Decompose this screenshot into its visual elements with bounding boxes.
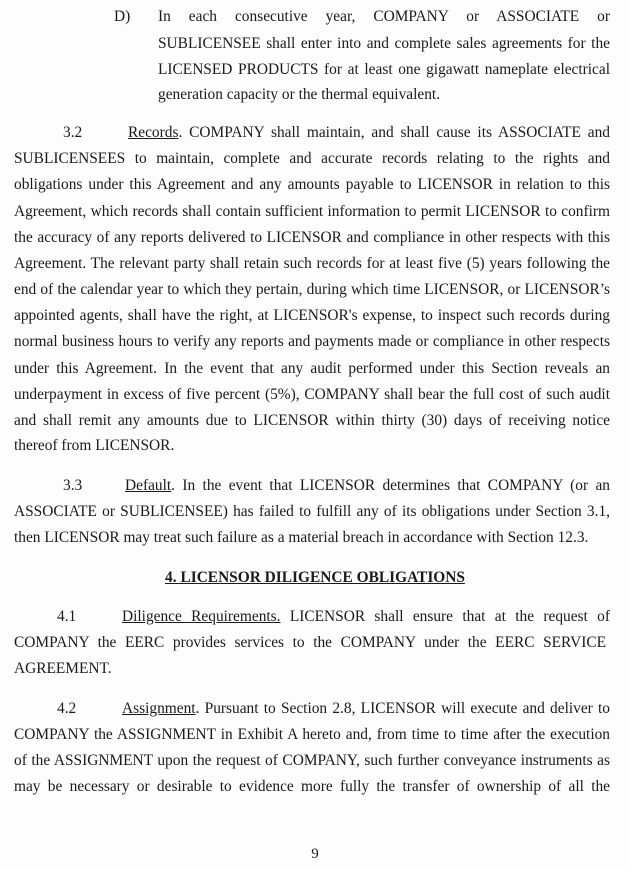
page-number: 9 xyxy=(311,846,319,862)
section-first-line xyxy=(125,477,610,495)
text-span: LICENSOR shall ensure that at the request of xyxy=(280,608,610,625)
text-line: then LICENSOR may treat such failure as a material breach in accordance with Section 12.3. xyxy=(14,529,589,546)
text-line: COMPANY the EERC provides services to the COMPANY under the EERC SERVICE xyxy=(14,634,606,651)
text-line: of the ASSIGNMENT upon the request of COMPANY, such further conveyance instruments as xyxy=(14,752,610,769)
text-span: . Pursuant to Section 2.8, LICENSOR will execute and deliver to xyxy=(195,700,610,717)
text-line: ASSOCIATE or SUBLICENSEE) has failed to fulfill any of its obligations under Section 3.1, xyxy=(14,503,610,520)
section-number: 3.3 xyxy=(63,477,83,494)
section-title: Default xyxy=(125,477,172,494)
text-line: obligations under this Agreement and any amounts payable to LICENSOR in relation to this xyxy=(14,176,610,193)
text-line: SUBLICENSEE shall enter into and complete sales agreements for the xyxy=(158,35,610,52)
text-line: SUBLICENSEES to maintain, complete and accurate records relating to the rights and xyxy=(14,150,610,167)
text-line: LICENSED PRODUCTS for at least one gigawatt nameplate electrical xyxy=(158,61,610,78)
text-line: Agreement. The relevant party shall retain such records for at least five (5) years following the xyxy=(14,255,610,272)
text-line: underpayment in excess of five percent (5%), COMPANY shall bear the full cost of such audit xyxy=(14,386,610,403)
section-title: Diligence Requirements. xyxy=(122,608,281,625)
text-line: normal business hours to verify any reports and payments made or compliance in other respects xyxy=(14,333,610,350)
section-title: Assignment xyxy=(122,700,196,717)
text-line: AGREEMENT. xyxy=(14,660,112,677)
section-number: 3.2 xyxy=(63,124,83,141)
text-line: end of the calendar year to which they pertain, during which time LICENSOR, or LICENSOR’s xyxy=(14,281,610,298)
list-marker: D) xyxy=(114,8,131,25)
section-first-line xyxy=(122,608,610,626)
text-line: the accuracy of any reports delivered to LICENSOR and compliance in other respects with this xyxy=(14,229,610,246)
section-first-line xyxy=(128,124,610,142)
text-span: . COMPANY shall maintain, and shall cause its ASSOCIATE and xyxy=(178,124,610,141)
section-title: Records xyxy=(128,124,179,141)
text-line: Agreement, which records shall contain sufficient information to permit LICENSOR to confirm xyxy=(14,203,610,220)
text-line: thereof from LICENSOR. xyxy=(14,437,175,454)
section-heading: 4. LICENSOR DILIGENCE OBLIGATIONS xyxy=(165,569,465,586)
section-number: 4.2 xyxy=(57,700,77,717)
text-line: and shall remit any amounts due to LICENSOR within thirty (30) days of receiving notice xyxy=(14,412,610,429)
section-number: 4.1 xyxy=(57,608,77,625)
text-line: COMPANY the ASSIGNMENT in Exhibit A hereto and, from time to time after the execution xyxy=(14,726,610,743)
text-line: under this Agreement. In the event that any audit performed under this Section reveals an xyxy=(14,360,610,377)
text-line: appointed agents, shall have the right, at LICENSOR's expense, to inspect such records during xyxy=(14,307,610,324)
section-first-line xyxy=(122,700,610,718)
text-line: In each consecutive year, COMPANY or ASSOCIATE or xyxy=(158,8,610,25)
text-span: . In the event that LICENSOR determines that COMPANY (or an xyxy=(171,477,610,494)
text-line: generation capacity or the thermal equivalent. xyxy=(158,86,441,103)
text-line: may be necessary or desirable to evidence more fully the transfer of ownership of all the xyxy=(14,778,610,795)
